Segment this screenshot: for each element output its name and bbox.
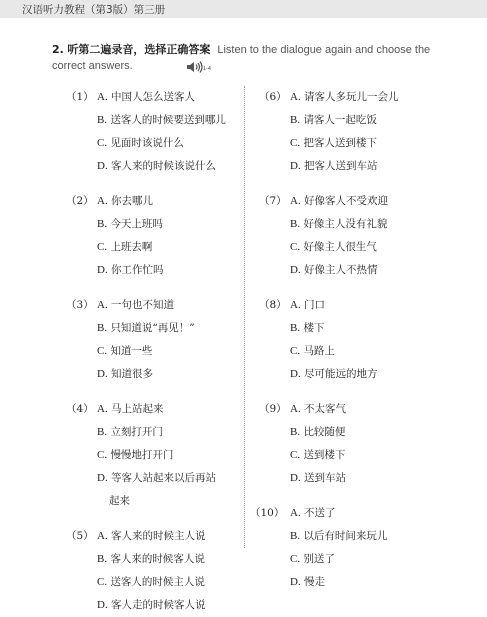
question-6 <box>259 86 479 178</box>
option-row[interactable] <box>66 236 242 259</box>
option-text: 马路上 <box>303 345 335 357</box>
option-row[interactable] <box>259 317 479 340</box>
option-letter: D. <box>290 472 301 484</box>
option-text: 客人来的时候客人说 <box>110 553 205 565</box>
option-text: 以后有时间来玩儿 <box>303 530 388 542</box>
option-row[interactable] <box>259 155 479 178</box>
question-number: （10） <box>250 507 285 519</box>
question-7 <box>259 190 479 282</box>
option-row[interactable] <box>66 548 242 571</box>
option-row[interactable] <box>66 155 242 178</box>
option-text: 好像客人不受欢迎 <box>304 195 389 207</box>
question-number: （6） <box>259 91 287 103</box>
question-number: （8） <box>259 299 287 311</box>
option-letter: A. <box>290 507 301 519</box>
option-row[interactable] <box>250 502 479 525</box>
option-letter: D. <box>290 576 301 588</box>
option-row[interactable] <box>66 86 242 109</box>
option-letter: D. <box>290 160 301 172</box>
option-row[interactable] <box>66 259 242 282</box>
book-title: 汉语听力教程（第3版）第三册 <box>22 4 166 16</box>
option-row[interactable] <box>259 294 479 317</box>
option-letter: B. <box>97 218 108 230</box>
option-letter: C. <box>290 241 301 253</box>
exercise-instruction <box>52 42 432 74</box>
question-4 <box>66 398 242 513</box>
option-text: 中国人怎么送客人 <box>111 91 196 103</box>
option-text: 客人来的时候主人说 <box>111 530 206 542</box>
option-letter: B. <box>290 218 301 230</box>
option-row[interactable] <box>259 525 479 548</box>
questions-right-column <box>250 86 479 594</box>
question-number: （4） <box>66 403 94 415</box>
option-row[interactable] <box>259 398 479 421</box>
option-row[interactable] <box>66 467 242 490</box>
option-text: 立刻打开门 <box>110 426 163 438</box>
question-number: （5） <box>66 530 94 542</box>
question-2 <box>66 190 242 282</box>
option-text: 送到楼下 <box>303 449 346 461</box>
option-row[interactable] <box>66 132 242 155</box>
option-letter: B. <box>290 530 301 542</box>
option-letter: A. <box>290 195 301 207</box>
option-text: 把客人送到楼下 <box>303 137 377 149</box>
option-text: 你去哪儿 <box>111 195 154 207</box>
option-text: 门口 <box>304 299 326 311</box>
option-letter: C. <box>97 241 108 253</box>
question-10 <box>250 502 479 594</box>
option-letter: B. <box>97 322 108 334</box>
option-text: 慢慢地打开门 <box>110 449 174 461</box>
option-text: 你工作忙吗 <box>111 264 164 276</box>
audio-track[interactable] <box>186 60 214 74</box>
option-letter: B. <box>97 553 108 565</box>
option-letter: D. <box>97 599 108 611</box>
option-row[interactable] <box>259 363 479 386</box>
option-letter: B. <box>290 114 301 126</box>
option-text: 送客人的时候要送到哪儿 <box>110 114 226 126</box>
option-letter: A. <box>97 91 108 103</box>
option-row[interactable] <box>259 467 479 490</box>
question-3 <box>66 294 242 386</box>
option-row[interactable] <box>259 213 479 236</box>
option-text: 比较随便 <box>303 426 346 438</box>
option-text: 楼下 <box>303 322 325 334</box>
option-row[interactable] <box>66 525 242 548</box>
option-row[interactable] <box>259 86 479 109</box>
option-text: 把客人送到车站 <box>304 160 378 172</box>
option-row[interactable] <box>259 190 479 213</box>
question-9 <box>259 398 479 490</box>
column-divider <box>244 86 245 548</box>
option-text: 知道一些 <box>110 345 153 357</box>
option-row[interactable] <box>259 259 479 282</box>
option-letter: C. <box>290 137 301 149</box>
option-row[interactable] <box>66 340 242 363</box>
option-letter: B. <box>290 426 301 438</box>
option-text: 请客人一起吃饭 <box>303 114 377 126</box>
option-letter: A. <box>290 403 301 415</box>
option-row[interactable] <box>259 109 479 132</box>
option-row[interactable] <box>259 571 479 594</box>
option-letter: A. <box>97 403 108 415</box>
option-text: 慢走 <box>304 576 326 588</box>
option-text: 不太客气 <box>304 403 347 415</box>
option-row[interactable] <box>66 444 242 467</box>
option-text: 见面时该说什么 <box>110 137 184 149</box>
option-letter: D. <box>97 160 108 172</box>
option-letter: D. <box>97 472 108 484</box>
option-text: 客人走的时候客人说 <box>111 599 206 611</box>
option-letter: A. <box>290 299 301 311</box>
option-text: 好像主人不热情 <box>304 264 378 276</box>
option-letter: C. <box>290 345 301 357</box>
question-5 <box>66 525 242 617</box>
option-row[interactable] <box>259 444 479 467</box>
option-row[interactable] <box>66 213 242 236</box>
option-letter: D. <box>290 368 301 380</box>
option-row[interactable] <box>66 571 242 594</box>
option-text: 知道很多 <box>111 368 154 380</box>
option-letter: A. <box>97 530 108 542</box>
option-row[interactable] <box>259 132 479 155</box>
option-text: 一句也不知道 <box>111 299 175 311</box>
option-text: 别送了 <box>303 553 335 565</box>
option-letter: B. <box>97 426 108 438</box>
option-row[interactable] <box>66 594 242 617</box>
option-letter: A. <box>97 299 108 311</box>
option-letter: A. <box>97 195 108 207</box>
option-row[interactable] <box>66 363 242 386</box>
option-row[interactable] <box>259 421 479 444</box>
option-text: 送客人的时候主人说 <box>110 576 205 588</box>
option-letter: C. <box>97 345 108 357</box>
instruction-chinese: 听第二遍录音，选择正确答案 <box>67 43 211 56</box>
track-number: 1-4 <box>203 66 211 72</box>
question-1 <box>66 86 242 178</box>
instruction-english: Listen to the dialogue again and choose the correct answers. <box>52 44 431 72</box>
option-row[interactable] <box>259 340 479 363</box>
questions-left-column <box>66 86 242 617</box>
question-8 <box>259 294 479 386</box>
option-row[interactable] <box>259 236 479 259</box>
option-letter: A. <box>290 91 301 103</box>
option-continuation: 起来 <box>109 495 130 507</box>
option-letter: C. <box>97 137 108 149</box>
option-letter: C. <box>290 449 301 461</box>
option-row[interactable] <box>66 190 242 213</box>
option-letter: B. <box>290 322 301 334</box>
option-text: 上班去啊 <box>110 241 153 253</box>
option-letter: D. <box>97 368 108 380</box>
option-text: 请客人多玩儿一会儿 <box>304 91 399 103</box>
question-number: （3） <box>66 299 94 311</box>
speaker-icon <box>186 60 204 74</box>
option-letter: D. <box>290 264 301 276</box>
question-number: （7） <box>259 195 287 207</box>
option-row[interactable] <box>259 548 479 571</box>
option-text: 尽可能远的地方 <box>304 368 378 380</box>
option-row[interactable] <box>66 294 242 317</box>
option-text: 等客人站起来以后再站 <box>111 472 217 484</box>
option-text: 马上站起来 <box>111 403 164 415</box>
option-letter: C. <box>97 576 108 588</box>
question-number: （9） <box>259 403 287 415</box>
option-row[interactable] <box>66 317 242 340</box>
option-text: 不送了 <box>304 507 336 519</box>
option-text: 只知道说“再见！” <box>110 322 195 334</box>
option-text: 好像主人很生气 <box>303 241 377 253</box>
option-letter: C. <box>290 553 301 565</box>
question-number: （1） <box>66 91 94 103</box>
option-text: 今天上班吗 <box>110 218 163 230</box>
option-text: 客人来的时候该说什么 <box>111 160 217 172</box>
option-row[interactable] <box>66 398 242 421</box>
exercise-number: 2. <box>52 43 64 56</box>
option-letter: C. <box>97 449 108 461</box>
option-letter: B. <box>97 114 108 126</box>
option-row[interactable] <box>66 109 242 132</box>
question-number: （2） <box>66 195 94 207</box>
option-text: 好像主人没有礼貌 <box>303 218 388 230</box>
option-text: 送到车站 <box>304 472 347 484</box>
page-header <box>0 0 487 18</box>
option-letter: D. <box>97 264 108 276</box>
option-row[interactable] <box>66 421 242 444</box>
